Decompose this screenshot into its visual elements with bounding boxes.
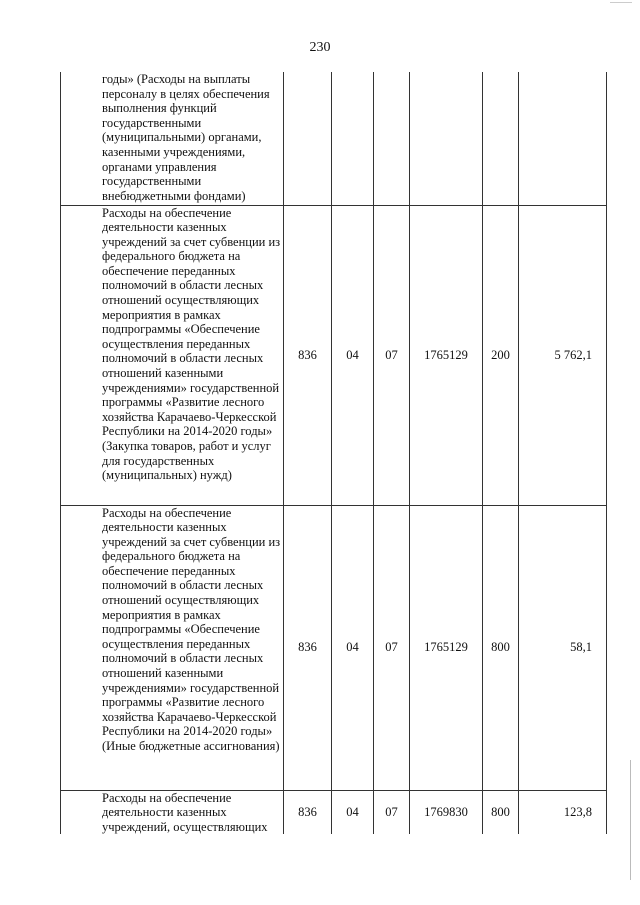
section-code: 04 [332, 505, 374, 790]
ministry-code [284, 72, 332, 205]
ministry-code: 836 [284, 205, 332, 505]
table-row [61, 790, 607, 834]
row-description: Расходы на обеспечение деятельности казенных учреждений за счет субвенции из федерального бюджета на обеспечение переданных полномочий в области лесных отношений осуществляющих мероприятия в рамках подпрограммы «Обеспечение осуществления переданных полномочий в области лесных отношений казенными учреждениями» государственной программы «Развитие лесного хозяйства Карачаево-Черкесской Республики на 2014-2020 годы» (Иные бюджетные ассигнования) [61, 505, 284, 790]
expense-type: 800 [483, 505, 519, 790]
subsection-code [374, 72, 410, 205]
target-article: 1769830 [410, 790, 483, 834]
section-code: 04 [332, 205, 374, 505]
row-description: Расходы на обеспечение деятельности казенных учреждений за счет субвенции из федерального бюджета на обеспечение переданных полномочий в области лесных отношений осуществляющих мероприятия в рамках подпрограммы «Обеспечение осуществления переданных полномочий в области лесных отношений казенными учреждениями» государственной программы «Развитие лесного хозяйства Карачаево-Черкесской Республики на 2014-2020 годы» (Закупка товаров, работ и услуг для государственных (муниципальных) нужд) [61, 205, 284, 505]
ministry-code: 836 [284, 505, 332, 790]
target-article [410, 72, 483, 205]
amount: 123,8 [519, 790, 607, 834]
target-article: 1765129 [410, 205, 483, 505]
amount: 5 762,1 [519, 205, 607, 505]
page-number: 230 [309, 40, 331, 55]
scan-artifact [610, 2, 632, 3]
expense-type: 800 [483, 790, 519, 834]
subsection-code: 07 [374, 505, 410, 790]
amount: 58,1 [519, 505, 607, 790]
table-row [61, 72, 607, 205]
subsection-code: 07 [374, 205, 410, 505]
row-description: годы» (Расходы на выплаты персоналу в целях обеспечения выполнения функций государственными (муниципальными) органами, казенными учреждениями, органами управления государственными внебюджетными фондами) [61, 72, 284, 205]
target-article: 1765129 [410, 505, 483, 790]
ministry-code: 836 [284, 790, 332, 834]
expense-type [483, 72, 519, 205]
subsection-code: 07 [374, 790, 410, 834]
table-row [61, 205, 607, 505]
expense-type: 200 [483, 205, 519, 505]
section-code: 04 [332, 790, 374, 834]
section-code [332, 72, 374, 205]
table-row [61, 505, 607, 790]
budget-table [60, 72, 607, 834]
row-description: Расходы на обеспечение деятельности казенных учреждений, осуществляющих [61, 790, 284, 834]
amount [519, 72, 607, 205]
scan-artifact [630, 760, 631, 880]
